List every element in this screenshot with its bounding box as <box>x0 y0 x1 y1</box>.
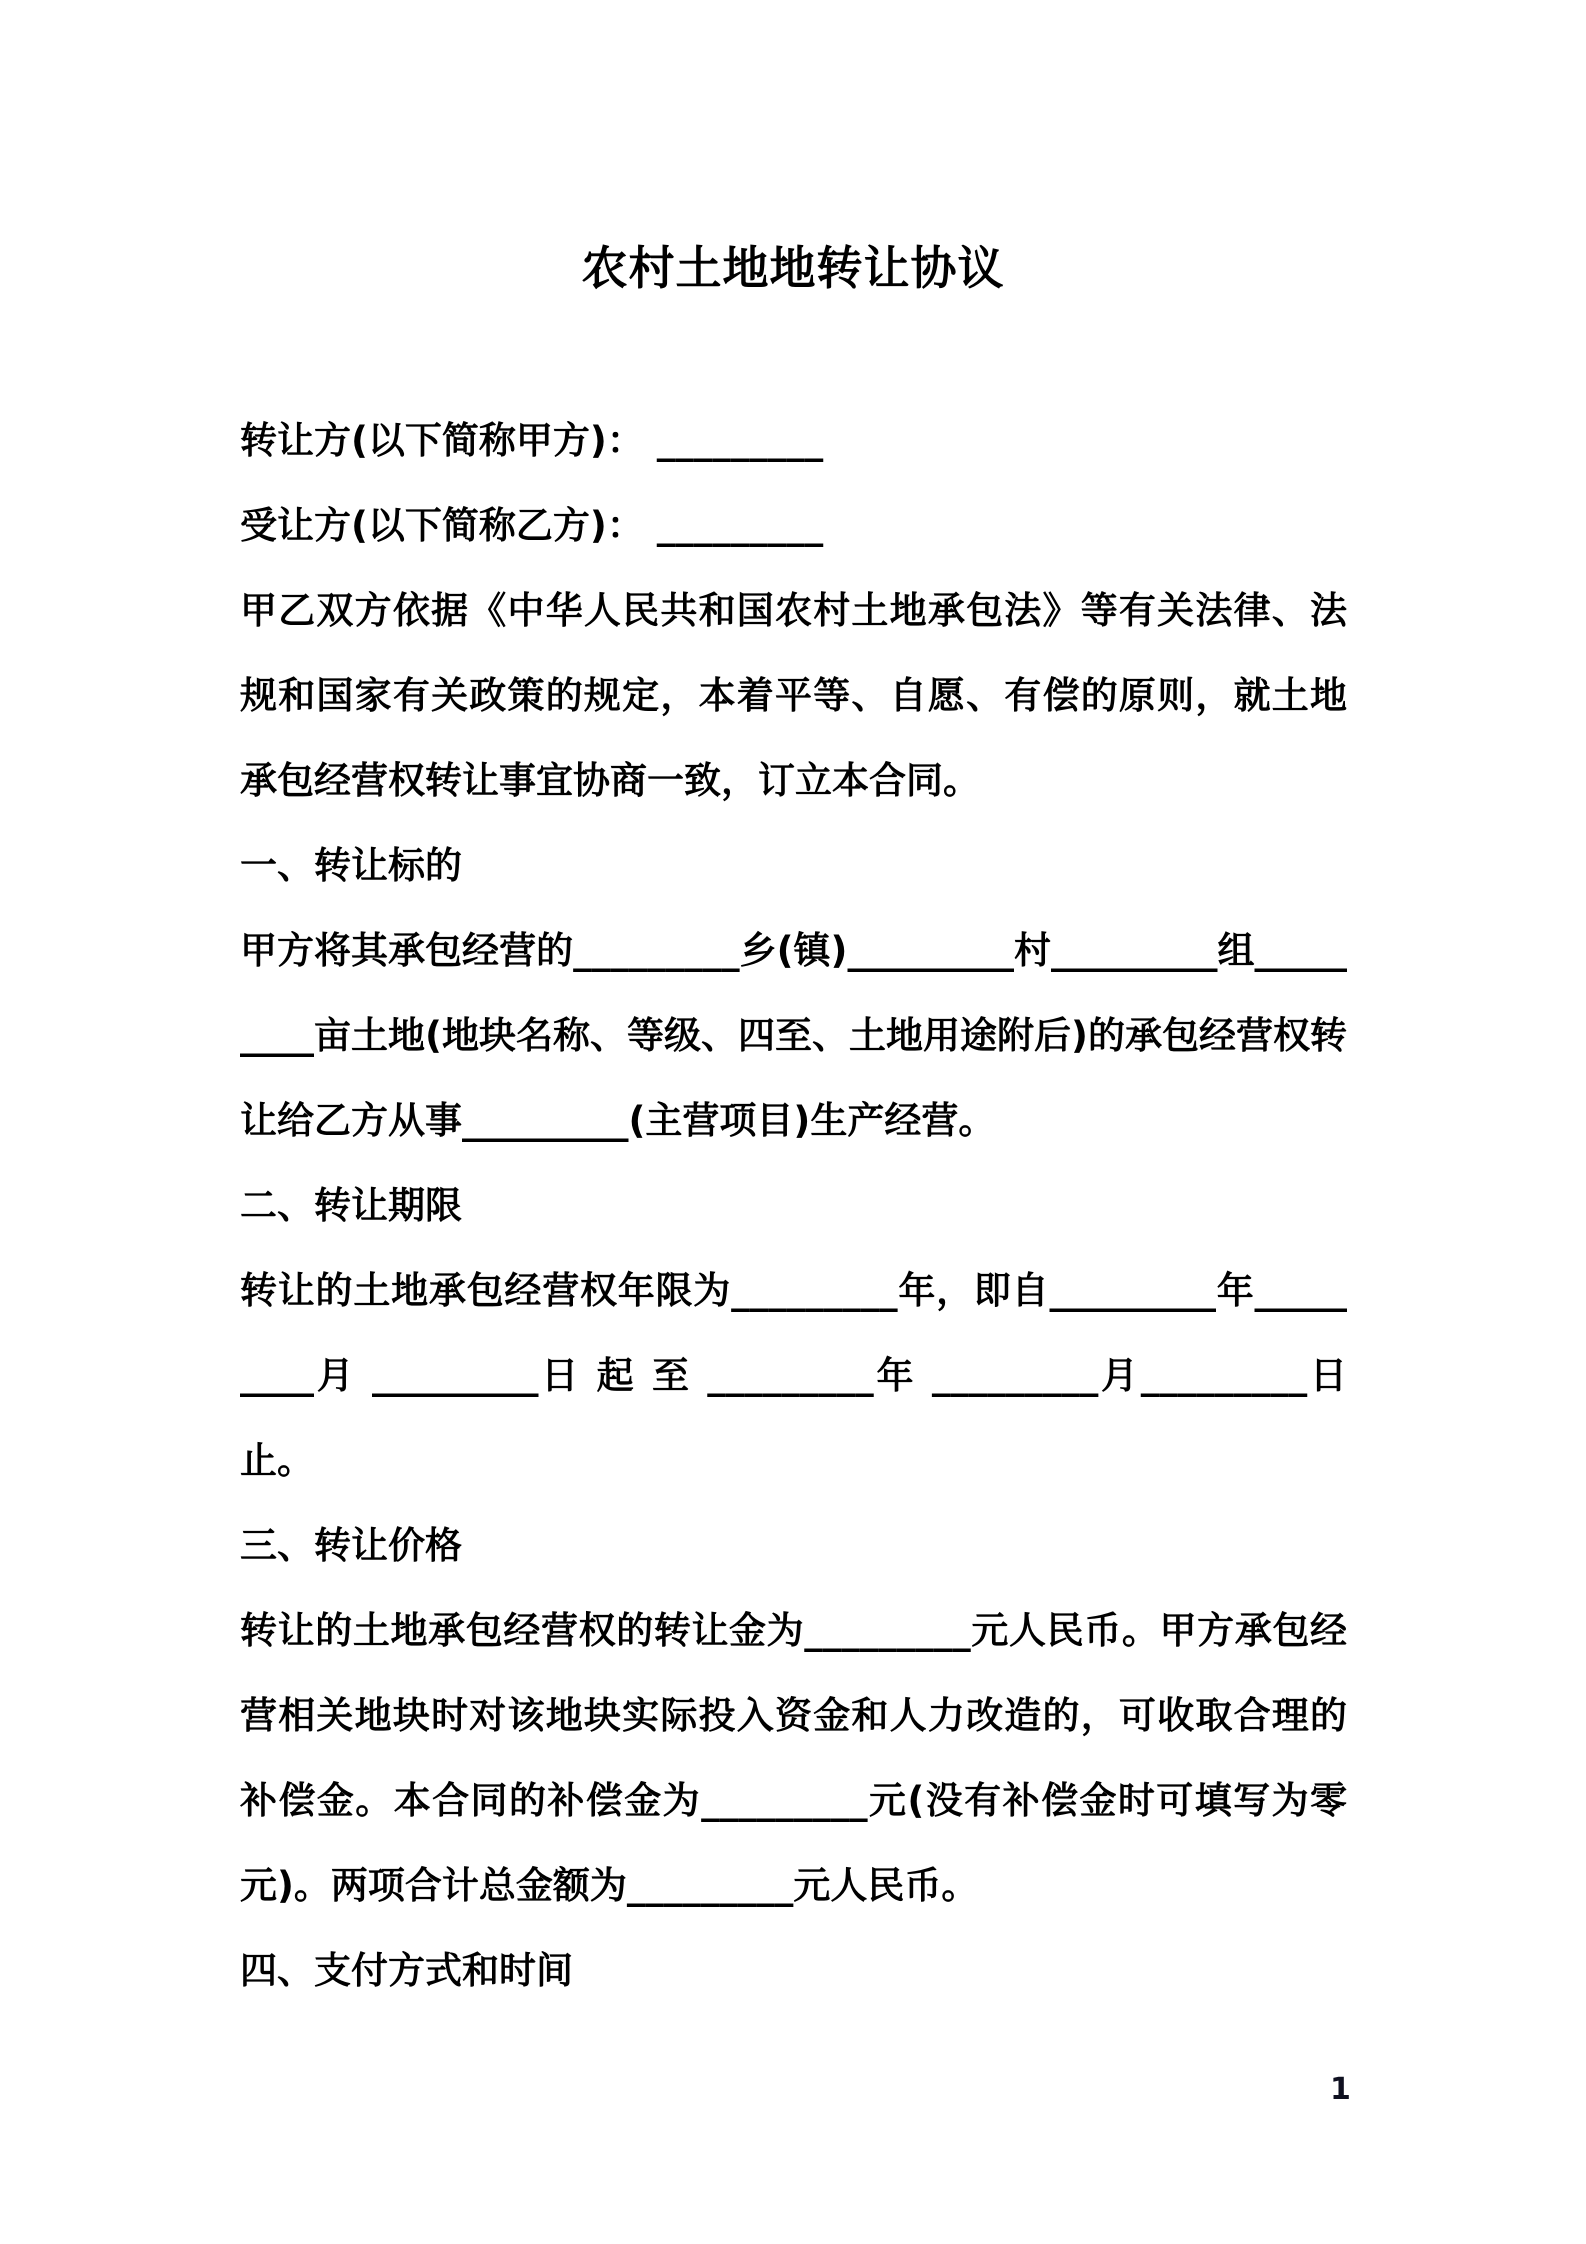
paragraph-party-b: 受让方(以下简称乙方)： _________ <box>240 504 824 547</box>
paragraph-section-1-heading: 一、转让标的 <box>240 844 462 887</box>
paragraph-preamble: 甲乙双方依据《中华人民共和国农村土地承包法》等有关法律、法规和国家有关政策的规定，本着平等、自愿、有偿的原则，就土地承包经营权转让事宜协商一致，订立本合同。 <box>240 589 1347 802</box>
paragraph-section-2-heading: 二、转让期限 <box>240 1184 462 1227</box>
paragraph-section-2-body: 转让的土地承包经营权年限为_________年，即自_________年_________月 _________日 起 至 _________年 _________月_________日止。 <box>240 1269 1347 1482</box>
paragraph-party-a: 转让方(以下简称甲方)： _________ <box>240 419 824 462</box>
paragraph-section-3-heading: 三、转让价格 <box>240 1524 462 1567</box>
paragraph-section-1-body: 甲方将其承包经营的_________乡(镇)_________村_________组_________亩土地(地块名称、等级、四至、土地用途附后)的承包经营权转让给乙方从事_________(主营项目)生产经营。 <box>240 929 1347 1142</box>
page-number: 1 <box>1330 2072 1351 2107</box>
paragraph-section-4-heading: 四、支付方式和时间 <box>240 1949 573 1992</box>
document-body <box>240 398 1347 2013</box>
document-title: 农村土地地转让协议 <box>581 240 1005 295</box>
paragraph-section-3-body: 转让的土地承包经营权的转让金为_________元人民币。甲方承包经营相关地块时对该地块实际投入资金和人力改造的，可收取合理的补偿金。本合同的补偿金为_________元(没有补偿金时可填写为零元)。两项合计总金额为_________元人民币。 <box>240 1609 1347 1907</box>
